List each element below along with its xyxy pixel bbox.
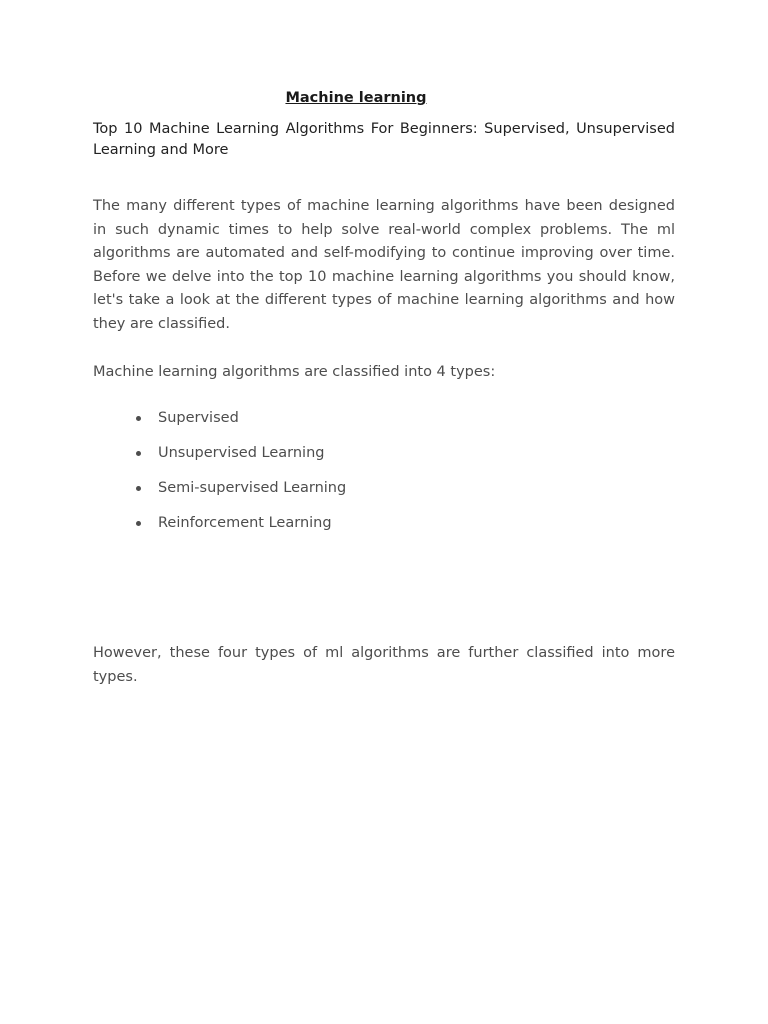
closing-paragraph: However, these four types of ml algorithms are further classified into more types. [93,645,675,685]
bullet-icon [136,416,141,421]
list-item [93,512,675,547]
list-item-label: Unsupervised Learning [158,445,325,461]
list-item-label: Semi-supervised Learning [158,480,347,496]
bullet-icon [136,486,141,491]
list-item-label: Supervised [158,410,239,426]
bullet-icon [136,521,141,526]
list-item [93,407,675,442]
types-intro-paragraph: Machine learning algorithms are classified into 4 types: [93,364,496,380]
list-item [93,477,675,512]
intro-paragraph: The many different types of machine learning algorithms have been designed in such dynamic times to help solve real-world complex problems. The ml algorithms are automated and self-modifying to continue improving over time. Before we delve into the top 10 machine learning algorithms you should know, let's take a look at the different types of machine learning algorithms and how they are classified. [93,198,675,332]
document-subtitle: Top 10 Machine Learning Algorithms For Beginners: Supervised, Unsupervised Learning and More [93,121,675,158]
bullet-icon [136,451,141,456]
document-title: Machine learning [285,90,427,106]
list-item [93,442,675,477]
list-item-label: Reinforcement Learning [158,515,332,531]
types-list [93,407,675,547]
